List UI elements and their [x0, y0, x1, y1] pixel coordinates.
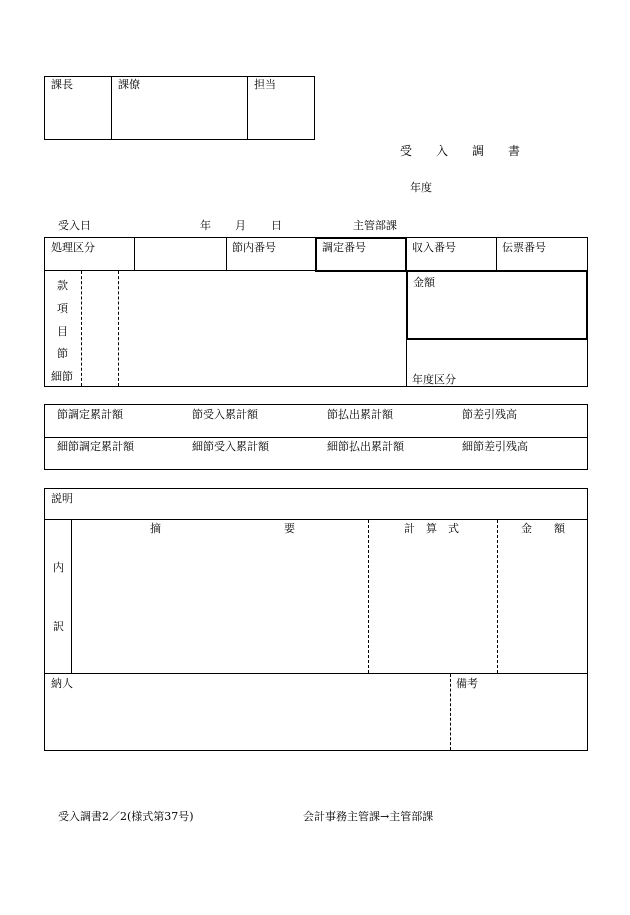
amount-label: 金額	[413, 276, 435, 289]
explanation-label: 説明	[51, 492, 73, 505]
budget-item-kan: 款	[57, 279, 68, 292]
approval-divider-1	[111, 76, 112, 140]
day-label: 日	[271, 219, 282, 232]
main-col-4	[496, 237, 497, 271]
cumulative-r1-c3: 節払出累計額	[327, 408, 393, 421]
summary-label-2: 要	[284, 522, 295, 535]
main-col-1	[134, 237, 135, 271]
details-breakdown-col	[71, 519, 72, 673]
approval-label-in-charge: 担当	[254, 78, 276, 91]
section-number-label: 節内番号	[232, 241, 276, 254]
budget-item-kou: 項	[57, 302, 68, 315]
adjustment-number-label: 調定番号	[322, 241, 366, 254]
details-amount-dash	[497, 520, 498, 673]
department-label: 主管部課	[353, 219, 397, 232]
cumulative-r1-c2: 節受入累計額	[192, 408, 258, 421]
budget-item-dash-2	[118, 271, 119, 386]
formula-label: 計 算 式	[404, 522, 459, 535]
summary-label-1: 摘	[150, 522, 161, 535]
cumulative-row-line	[44, 437, 588, 438]
details-table	[44, 488, 588, 751]
year-label: 年	[200, 219, 211, 232]
cumulative-r2-c2: 細節受入累計額	[192, 440, 269, 453]
remarks-label: 備考	[456, 677, 478, 690]
cumulative-r2-c3: 細節払出累計額	[327, 440, 404, 453]
fiscal-year-label: 年度	[410, 181, 432, 194]
cumulative-r2-c1: 細節調定累計額	[57, 440, 134, 453]
cumulative-r1-c1: 節調定累計額	[57, 408, 123, 421]
main-col-2	[226, 237, 227, 271]
form-id: 受入調書2／2(様式第37号)	[58, 810, 194, 823]
routing-note: 会計事務主管課→主管部課	[303, 810, 434, 823]
payer-label: 納人	[51, 677, 73, 690]
budget-item-dash-1	[81, 271, 82, 386]
cumulative-r2-c4: 細節差引残高	[462, 440, 528, 453]
breakdown-label-2: 訳	[53, 620, 64, 633]
income-number-label: 収入番号	[412, 241, 456, 254]
budget-item-setsu: 節	[57, 347, 68, 360]
document-title: 受 入 調 書	[400, 144, 521, 158]
approval-divider-2	[247, 76, 248, 140]
details-amount-label: 金 額	[521, 522, 565, 535]
received-date-label: 受入日	[58, 219, 91, 232]
approval-label-section-chief: 課長	[51, 78, 73, 91]
details-remarks-dash	[450, 674, 451, 750]
voucher-number-label: 伝票番号	[502, 241, 546, 254]
approval-label-staff: 課僚	[118, 78, 140, 91]
details-formula-dash	[368, 520, 369, 673]
budget-item-moku: 目	[57, 325, 68, 338]
details-explanation-line	[44, 519, 588, 520]
month-label: 月	[235, 219, 246, 232]
breakdown-label-1: 内	[53, 561, 64, 574]
year-category-label: 年度区分	[412, 373, 456, 386]
cumulative-r1-c4: 節差引残高	[462, 408, 517, 421]
details-payer-line	[44, 673, 588, 674]
processing-category-label: 処理区分	[51, 241, 95, 254]
budget-item-saisetsu: 細節	[51, 370, 73, 383]
